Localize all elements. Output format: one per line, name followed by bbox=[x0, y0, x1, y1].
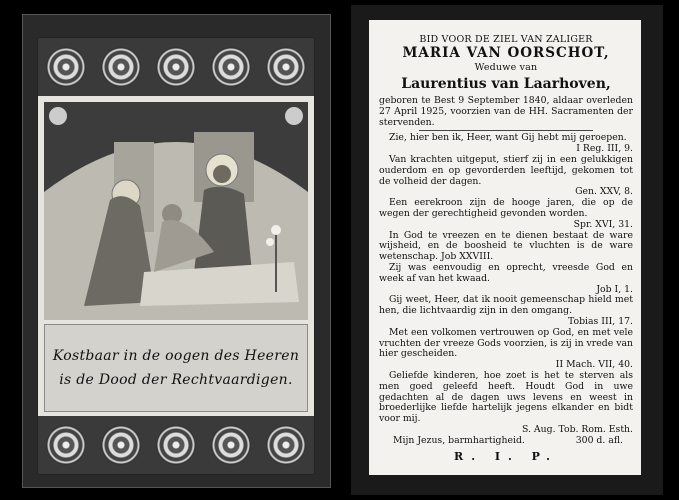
caption-line-2: is de Dood der Rechtvaardigen. bbox=[59, 372, 293, 388]
passage-text: Zij was eenvoudig en oprecht, vreesde God en week af van het kwaad. bbox=[379, 261, 633, 284]
rosette-icon bbox=[211, 47, 251, 87]
caption-box bbox=[44, 324, 308, 412]
rosette-icon bbox=[156, 47, 196, 87]
passage-text: Gij weet, Heer, dat ik nooit gemeenschap hield met hen, die lichtvaardig zijn in den omgang. bbox=[379, 294, 633, 317]
passage-ref: Tobias III, 17. bbox=[568, 315, 633, 327]
rosette-icon bbox=[101, 425, 141, 465]
holy-card-front bbox=[22, 14, 331, 488]
closing-line bbox=[379, 436, 633, 447]
passage-text: Zie, hier ben ik, Heer, want Gij hebt mij geroepen. bbox=[389, 132, 627, 144]
rip-text: R. I. P. bbox=[454, 449, 558, 463]
deceased-name: MARIA VAN OORSCHOT, bbox=[402, 45, 610, 61]
bio-text: geboren te Best 9 September 1840, aldaar overleden 27 April 1925, voorzien van de HH. Sacramenten der stervenden. bbox=[379, 95, 633, 128]
top-ornament-border bbox=[38, 38, 314, 96]
passage-text: Een eerekroon zijn de hooge jaren, die op de wegen der gerechtigheid gevonden worden. bbox=[379, 197, 633, 219]
rosette-icon bbox=[46, 47, 86, 87]
passage-text: Geliefde kinderen, hoe zoet is het te sterven als men goed geleefd heeft. Houdt God in uwe gedachten al de dagen uws levens en weest in broederlijke liefde hartelijk jegens elkander en bidt voor mij. bbox=[379, 369, 633, 425]
prayer-header: BID VOOR DE ZIEL VAN ZALIGER bbox=[419, 34, 593, 45]
caption-line-1: Kostbaar in de oogen des Heeren bbox=[52, 348, 300, 364]
husband-name: Laurentius van Laarhoven, bbox=[401, 76, 611, 92]
deathbed-illustration bbox=[44, 102, 308, 320]
passage-text: Van krachten uitgeput, stierf zij in een gelukkigen ouderdom en op gevorderden leeftijd, gekomen tot de volheid der dagen. bbox=[379, 153, 633, 187]
rosette-icon bbox=[46, 425, 86, 465]
memorial-text-panel bbox=[369, 20, 641, 475]
holy-card-front-inner bbox=[37, 37, 315, 475]
passage-text: Met een volkomen vertrouwen op God, en met vele vruchten der vreeze Gods voorzien, is zij in vrede van hier gescheiden. bbox=[379, 326, 633, 360]
passage-text: In God te vreezen en te dienen bestaat de ware wijsheid, en de boosheid te vluchten is de ware wetenschap. Job XXVIII. bbox=[379, 229, 633, 263]
passage-ref: Gen. XXV, 8. bbox=[575, 186, 633, 198]
holy-card-back bbox=[351, 5, 663, 495]
rosette-icon bbox=[266, 47, 306, 87]
passage-ref: Spr. XVI, 31. bbox=[573, 218, 633, 230]
passage-ref: II Mach. VII, 40. bbox=[555, 359, 633, 371]
passage-ref: Job I, 1. bbox=[596, 283, 633, 295]
scripture-passages bbox=[379, 133, 633, 435]
closing-prayer: Mijn Jezus, barmhartigheid. bbox=[393, 434, 525, 446]
passage-ref: I Reg. III, 9. bbox=[576, 143, 633, 155]
divider bbox=[419, 130, 593, 131]
passage-ref: S. Aug. Tob. Rom. Esth. bbox=[521, 423, 633, 435]
rosette-icon bbox=[101, 47, 141, 87]
rosette-icon bbox=[211, 425, 251, 465]
rosette-icon bbox=[156, 425, 196, 465]
bottom-ornament-border bbox=[38, 416, 314, 474]
widow-of-label: Weduwe van bbox=[474, 62, 538, 73]
rosette-icon bbox=[266, 425, 306, 465]
indulgence-note: 300 d. afl. bbox=[575, 434, 623, 446]
